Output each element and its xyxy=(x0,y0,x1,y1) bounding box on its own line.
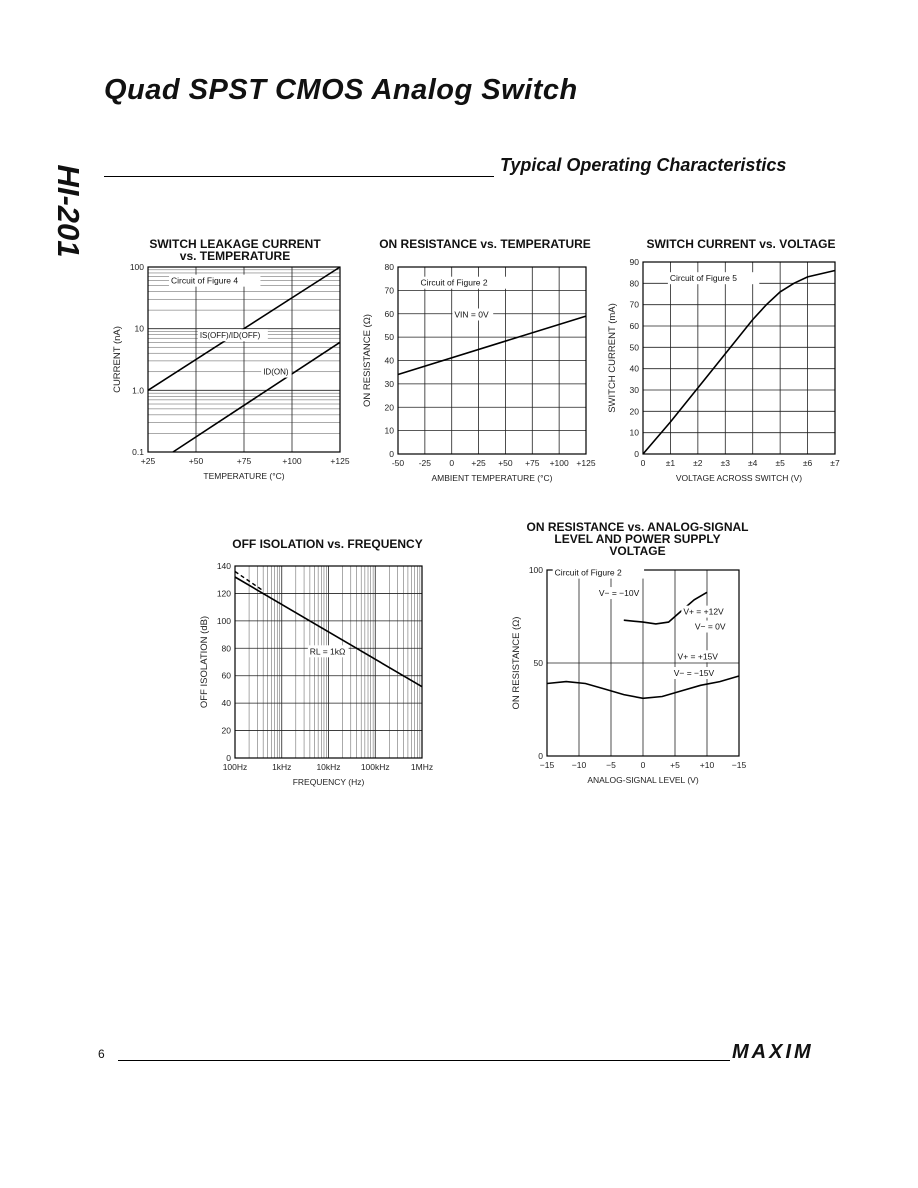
x-tick-label: −10 xyxy=(571,760,587,770)
maxim-logo: MAXIM xyxy=(732,1041,814,1063)
x-axis-label: ANALOG-SIGNAL LEVEL (V) xyxy=(587,775,699,785)
x-tick-label: ±3 xyxy=(720,458,730,468)
chart-leakage-current xyxy=(100,232,350,490)
series-line xyxy=(398,316,586,374)
x-axis-label: VOLTAGE ACROSS SWITCH (V) xyxy=(675,473,803,483)
y-tick-label: 100 xyxy=(216,615,231,626)
y-tick-label: 50 xyxy=(384,332,394,343)
y-tick-label: 30 xyxy=(384,378,394,389)
document-title: Quad SPST CMOS Analog Switch xyxy=(104,74,578,106)
annotation-label: Circuit of Figure 2 xyxy=(554,567,622,578)
x-tick-label: −15 xyxy=(731,760,747,770)
y-tick-label: 80 xyxy=(221,643,231,654)
annotation-label: V− = −10V xyxy=(598,588,640,599)
chart-on-resistance-temperature xyxy=(350,232,605,490)
x-tick-label: -25 xyxy=(418,458,432,468)
y-tick-label: 50 xyxy=(533,658,543,668)
y-tick-label: 60 xyxy=(221,670,231,681)
x-tick-label: ±5 xyxy=(775,458,785,468)
y-tick-label: 20 xyxy=(384,402,394,413)
x-tick-label: +50 xyxy=(188,456,204,466)
y-axis-label: ON RESISTANCE (Ω) xyxy=(511,616,522,710)
y-tick-label: 40 xyxy=(629,363,639,374)
annotation-label: V+ = +12V xyxy=(683,606,724,617)
part-number-label: HI-201 xyxy=(51,164,86,258)
x-tick-label: 1MHz xyxy=(410,762,434,772)
y-axis-label: CURRENT (nA) xyxy=(112,326,123,393)
x-tick-label: 0 xyxy=(640,760,646,770)
x-tick-label: ±4 xyxy=(748,458,758,468)
x-tick-label: +125 xyxy=(576,458,596,468)
x-tick-label: −15 xyxy=(539,760,555,770)
annotation-label: RL = 1kΩ xyxy=(309,646,346,657)
part-number-side-tab xyxy=(48,155,88,267)
y-tick-label: 0 xyxy=(389,449,394,459)
y-tick-label: 10 xyxy=(384,425,394,436)
series-line xyxy=(643,271,835,455)
chart-svg xyxy=(350,232,605,490)
x-axis-label: AMBIENT TEMPERATURE (°C) xyxy=(431,473,553,483)
y-axis-label: ON RESISTANCE (Ω) xyxy=(362,314,373,407)
x-tick-label: +5 xyxy=(670,760,680,770)
x-tick-label: +125 xyxy=(330,456,350,466)
y-tick-label: 100 xyxy=(129,262,144,272)
chart-on-resistance-signal-level xyxy=(505,518,770,798)
x-tick-label: ±1 xyxy=(665,458,676,468)
annotation-label: V− = −15V xyxy=(673,668,715,679)
annotation-label: Circuit of Figure 5 xyxy=(669,273,737,284)
x-tick-label: 0 xyxy=(449,458,455,468)
x-tick-label: +25 xyxy=(471,458,486,468)
chart-title: SWITCH LEAKAGE CURRENT vs. TEMPERATURE xyxy=(149,237,321,263)
y-tick-label: 0 xyxy=(226,753,231,763)
section-title: Typical Operating Characteristics xyxy=(500,155,787,175)
x-tick-label: +25 xyxy=(140,456,156,466)
footer-rule xyxy=(118,1060,730,1061)
y-tick-label: 100 xyxy=(528,565,543,575)
chart-svg xyxy=(195,528,460,798)
y-tick-label: 40 xyxy=(221,698,231,709)
y-tick-label: 80 xyxy=(629,278,639,289)
y-tick-label: 120 xyxy=(216,588,231,599)
x-tick-label: 100Hz xyxy=(222,762,248,772)
chart-title: ON RESISTANCE vs. ANALOG-SIGNAL LEVEL AND POWER SUPPLY VOLTAGE xyxy=(526,520,749,558)
x-tick-label: +75 xyxy=(236,456,252,466)
y-tick-label: 70 xyxy=(629,299,639,310)
annotation-label: Circuit of Figure 4 xyxy=(171,275,239,286)
annotation-label: V+ = +15V xyxy=(677,651,718,662)
chart-title: ON RESISTANCE vs. TEMPERATURE xyxy=(379,237,591,251)
x-tick-label: +75 xyxy=(525,458,540,468)
chart-title: SWITCH CURRENT vs. VOLTAGE xyxy=(646,237,836,251)
y-tick-label: 10 xyxy=(134,323,144,334)
x-tick-label: +100 xyxy=(549,458,569,468)
chart-switch-current-voltage xyxy=(603,232,853,490)
y-tick-label: 50 xyxy=(629,342,639,353)
x-tick-label: +50 xyxy=(498,458,513,468)
x-tick-label: -50 xyxy=(391,458,405,468)
x-tick-label: ±2 xyxy=(693,458,703,468)
section-rule xyxy=(104,176,494,177)
y-tick-label: 90 xyxy=(629,257,639,267)
x-tick-label: 0 xyxy=(640,458,646,468)
chart-svg xyxy=(603,232,853,490)
y-tick-label: 0 xyxy=(538,751,543,761)
y-axis-label: OFF ISOLATION (dB) xyxy=(199,615,210,709)
plot-frame xyxy=(643,262,835,454)
x-axis-label: TEMPERATURE (°C) xyxy=(203,471,285,481)
page-number: 6 xyxy=(98,1047,105,1061)
x-tick-label: −5 xyxy=(606,760,616,770)
y-tick-label: 20 xyxy=(221,725,231,736)
x-tick-label: ±7 xyxy=(830,458,840,468)
series-label: ID(ON) xyxy=(263,367,289,377)
chart-svg xyxy=(505,518,770,798)
y-tick-label: 80 xyxy=(384,262,394,272)
y-tick-label: 60 xyxy=(629,321,639,331)
y-tick-label: 30 xyxy=(629,385,639,395)
series-label: IS(OFF)/ID(OFF) xyxy=(199,331,261,341)
annotation-label: VIN = 0V xyxy=(454,309,489,320)
y-tick-label: 40 xyxy=(384,355,394,366)
x-tick-label: +100 xyxy=(282,456,302,466)
x-tick-label: ±6 xyxy=(802,458,813,468)
x-axis-label: FREQUENCY (Hz) xyxy=(292,777,365,787)
x-tick-label: 10kHz xyxy=(316,762,341,772)
y-axis-label: SWITCH CURRENT (mA) xyxy=(607,303,618,413)
chart-off-isolation-frequency xyxy=(195,528,460,798)
chart-title: OFF ISOLATION vs. FREQUENCY xyxy=(232,537,423,551)
y-tick-label: 1.0 xyxy=(132,385,144,396)
y-tick-label: 140 xyxy=(216,561,231,571)
x-tick-label: 1kHz xyxy=(272,762,292,772)
y-tick-label: 60 xyxy=(384,308,394,319)
x-tick-label: +10 xyxy=(699,760,715,770)
y-tick-label: 10 xyxy=(629,427,639,438)
annotation-label: V− = 0V xyxy=(694,621,726,632)
y-tick-label: 0 xyxy=(634,449,639,459)
y-tick-label: 70 xyxy=(384,285,394,296)
y-tick-label: 0.1 xyxy=(132,447,144,457)
y-tick-label: 20 xyxy=(629,406,639,417)
chart-svg xyxy=(100,232,350,490)
annotation-label: Circuit of Figure 2 xyxy=(420,277,488,288)
x-tick-label: 100kHz xyxy=(360,762,390,772)
